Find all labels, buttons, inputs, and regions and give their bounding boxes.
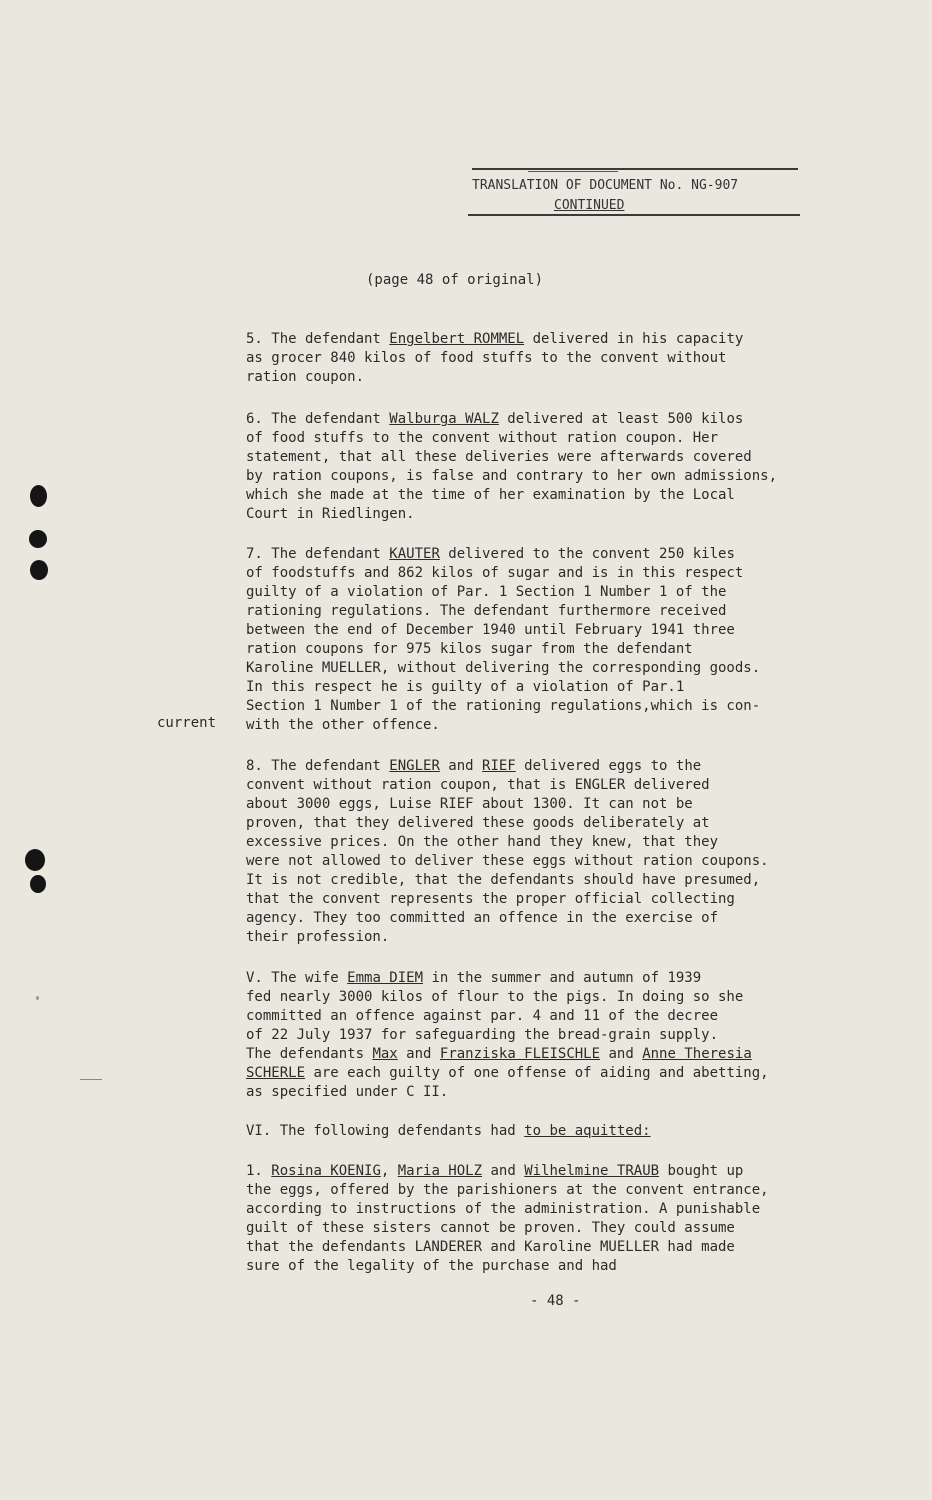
paragraph-5: 5. The defendant Engelbert ROMMEL delivered in his capacity as grocer 840 kilos of food stuffs to the convent without ration coupon. [246, 331, 744, 385]
defendant-name: Emma DIEM [347, 970, 424, 986]
paragraph-v: V. The wife Emma DIEM in the summer and autumn of 1939 fed nearly 3000 kilos of flour to the pigs. In doing so she committed an offence against par. 4 and 11 of the decree of 22 July 1937 for safeguarding the bread-grain supply. The defendants Max and Franziska FLEISCHLE and Anne Theresia SCHERLE are each guilty of one offense of aiding and abetting, as specified under C II. [246, 970, 769, 1100]
margin-note: current [157, 715, 217, 731]
defendant-name: Max [372, 1046, 398, 1062]
paragraph-8: 8. The defendant ENGLER and RIEF delivered eggs to the convent without ration coupon, that is ENGLER delivered about 3000 eggs, Luise RIEF about 1300. It can not be proven, that they delivered these goods deliberately at excessive prices. On the other hand they knew, that they were not allowed to deliver these eggs without ration coupons. It is not credible, that the defendants should have presumed, that the convent represents the proper official collecting agency. They too committed an offence in the exercise of their profession. [246, 758, 769, 945]
defendant-name: Maria HOLZ [397, 1163, 483, 1179]
acquittal-underline: to be aquitted: [524, 1123, 651, 1139]
page-number: - 48 - [530, 1293, 581, 1309]
header-title: TRANSLATION OF DOCUMENT No. NG-907 [472, 178, 739, 193]
defendant-name: SCHERLE [246, 1065, 306, 1081]
header-continued: CONTINUED [554, 198, 625, 213]
defendant-name: Rosina KOENIG [271, 1163, 381, 1179]
paragraph-7: 7. The defendant KAUTER delivered to the convent 250 kiles of foodstuffs and 862 kilos of sugar and is in this respect guilty of a violation of Par. 1 Section 1 Number 1 of the rationing regulations. The defendant furthermore received between the end of December 1940 until February 1941 three ration coupons for 975 kilos sugar from the defendant Karoline MUELLER, without delivering the corresponding goods. In this respect he is guilty of a violation of Par.1 Section 1 Number 1 of the rationing regulations,which is con- with the other offence. [246, 546, 761, 733]
defendant-name: RIEF [482, 758, 516, 774]
punch-hole-2 [29, 530, 47, 548]
defendant-name: KAUTER [389, 546, 440, 562]
punch-hole-1 [30, 485, 47, 507]
paragraph-vi-1: 1. Rosina KOENIG, Maria HOLZ and Wilhelmine TRAUB bought up the eggs, offered by the parishioners at the convent entrance, according to instructions of the administration. A punishable guilt of these sisters cannot be proven. They could assume that the defendants LANDERER and Karoline MUELLER had made sure of the legality of the purchase and had [246, 1163, 769, 1274]
defendant-name: Anne Theresia [642, 1046, 752, 1062]
paragraph-6: 6. The defendant Walburga WALZ delivered at least 500 kilos of food stuffs to the convent without ration coupon. Her statement, that all these deliveries were afterwards covered by ration coupons, is false and contrary to her own admissions, which she made at the time of her examination by the Local Court in Riedlingen. [246, 411, 778, 522]
punch-hole-4 [25, 849, 45, 871]
defendant-name: Engelbert ROMMEL [389, 331, 525, 347]
defendant-name: Wilhelmine TRAUB [524, 1163, 660, 1179]
header-rule-bottom [468, 214, 800, 216]
punch-hole-3 [30, 560, 48, 580]
defendant-name: Walburga WALZ [389, 411, 499, 427]
defendant-name: ENGLER [389, 758, 440, 774]
section-vi-heading: VI. The following defendants had to be aquitted: [246, 1123, 651, 1139]
punch-hole-5 [30, 875, 46, 893]
defendant-name: Franziska FLEISCHLE [439, 1046, 601, 1062]
original-page-reference: (page 48 of original) [366, 272, 544, 288]
paper-speck [36, 996, 39, 1000]
header-rule-top [472, 168, 798, 170]
margin-dash [80, 1079, 102, 1080]
header-rule-mark [528, 171, 618, 172]
